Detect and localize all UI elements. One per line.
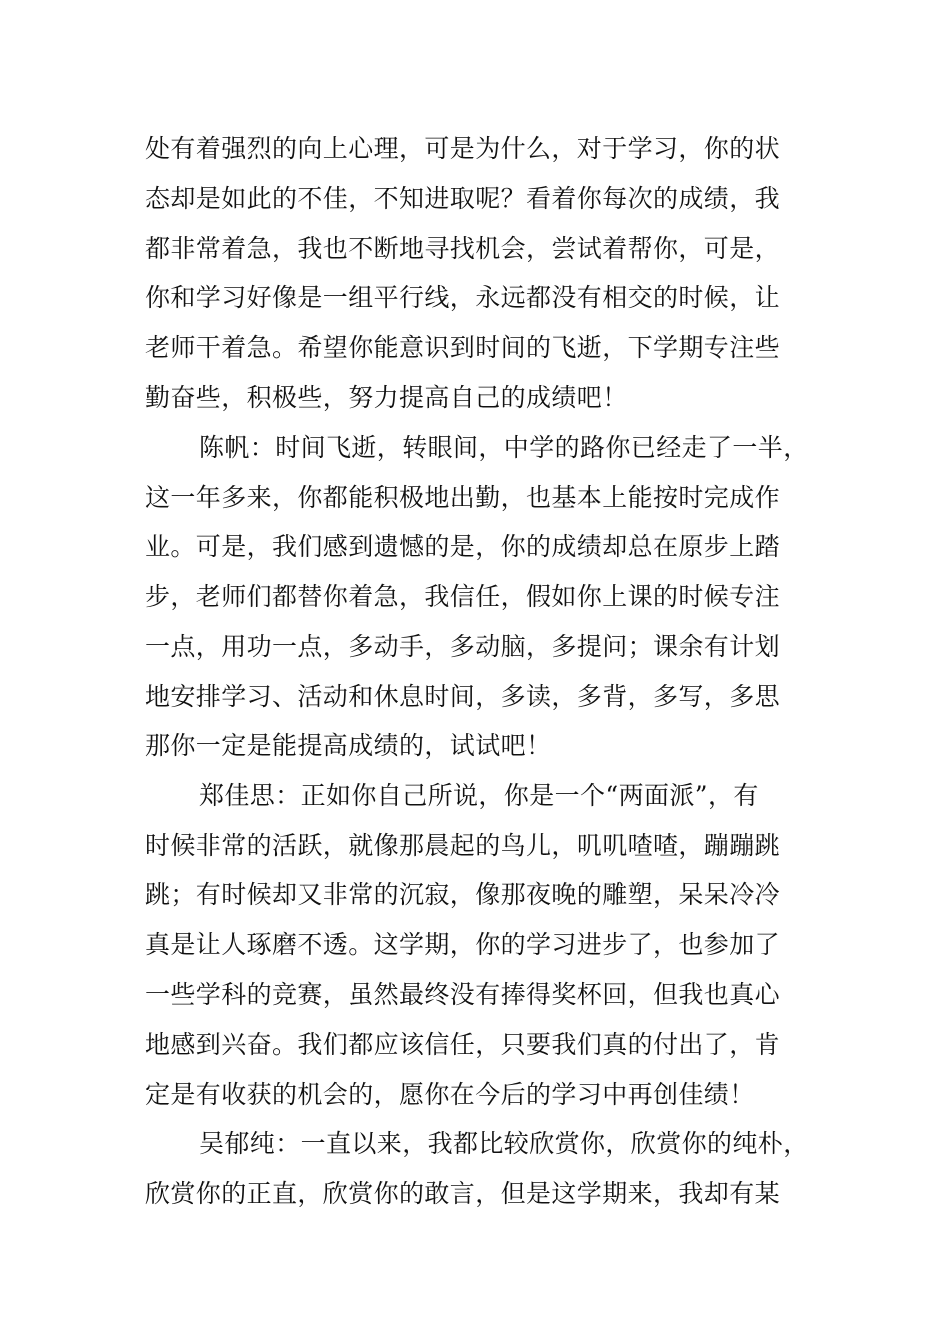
text-line: 这一年多来，你都能积极地出勤，也基本上能按时完成作 — [145, 483, 781, 512]
text-line: 跳；有时候却又非常的沉寂，像那夜晚的雕塑，呆呆冷冷 — [145, 880, 781, 909]
text-line: 业。可是，我们感到遗憾的是，你的成绩却总在原步上踏 — [145, 532, 781, 561]
text-line: 步，老师们都替你着急，我信任，假如你上课的时候专注 — [145, 582, 781, 611]
text-line: 那你一定是能提高成绩的，试试吧！ — [145, 731, 552, 760]
text-line: 一些学科的竞赛，虽然最终没有捧得奖杯回，但我也真心 — [145, 980, 781, 1009]
text-line: 地感到兴奋。我们都应该信任，只要我们真的付出了，肯 — [145, 1030, 781, 1059]
text-line: 真是让人琢磨不透。这学期，你的学习进步了，也参加了 — [145, 930, 781, 959]
text-line: 态却是如此的不佳，不知进取呢？看着你每次的成绩，我 — [145, 184, 781, 213]
text-line: 你和学习好像是一组平行线，永远都没有相交的时候，让 — [145, 283, 781, 312]
text-line: 欣赏你的正直，欣赏你的敢言，但是这学期来，我却有某 — [145, 1179, 781, 1208]
paragraph-start-wuyuchun: 吴郁纯：一直以来，我都比较欣赏你，欣赏你的纯朴， — [199, 1129, 809, 1158]
text-line: 勤奋些，积极些，努力提高自己的成绩吧！ — [145, 383, 628, 412]
text-line: 时候非常的活跃，就像那晨起的鸟儿，叽叽喳喳，蹦蹦跳 — [145, 831, 781, 860]
text-line: 地安排学习、活动和休息时间，多读，多背，多写，多思 — [145, 682, 781, 711]
text-line: 老师干着急。希望你能意识到时间的飞逝，下学期专注些 — [145, 333, 781, 362]
text-line: 定是有收获的机会的，愿你在今后的学习中再创佳绩！ — [145, 1080, 755, 1109]
text-line: 一点，用功一点，多动手，多动脑，多提问；课余有计划 — [145, 632, 781, 661]
text-line: 都非常着急，我也不断地寻找机会，尝试着帮你，可是， — [145, 234, 781, 263]
paragraph-start-zhengjiasi: 郑佳思：正如你自己所说，你是一个“两面派”，有 — [199, 781, 759, 810]
text-line: 处有着强烈的向上心理，可是为什么，对于学习，你的状 — [145, 134, 781, 163]
paragraph-start-chenfan: 陈帆：时间飞逝，转眼间，中学的路你已经走了一半， — [199, 433, 809, 462]
